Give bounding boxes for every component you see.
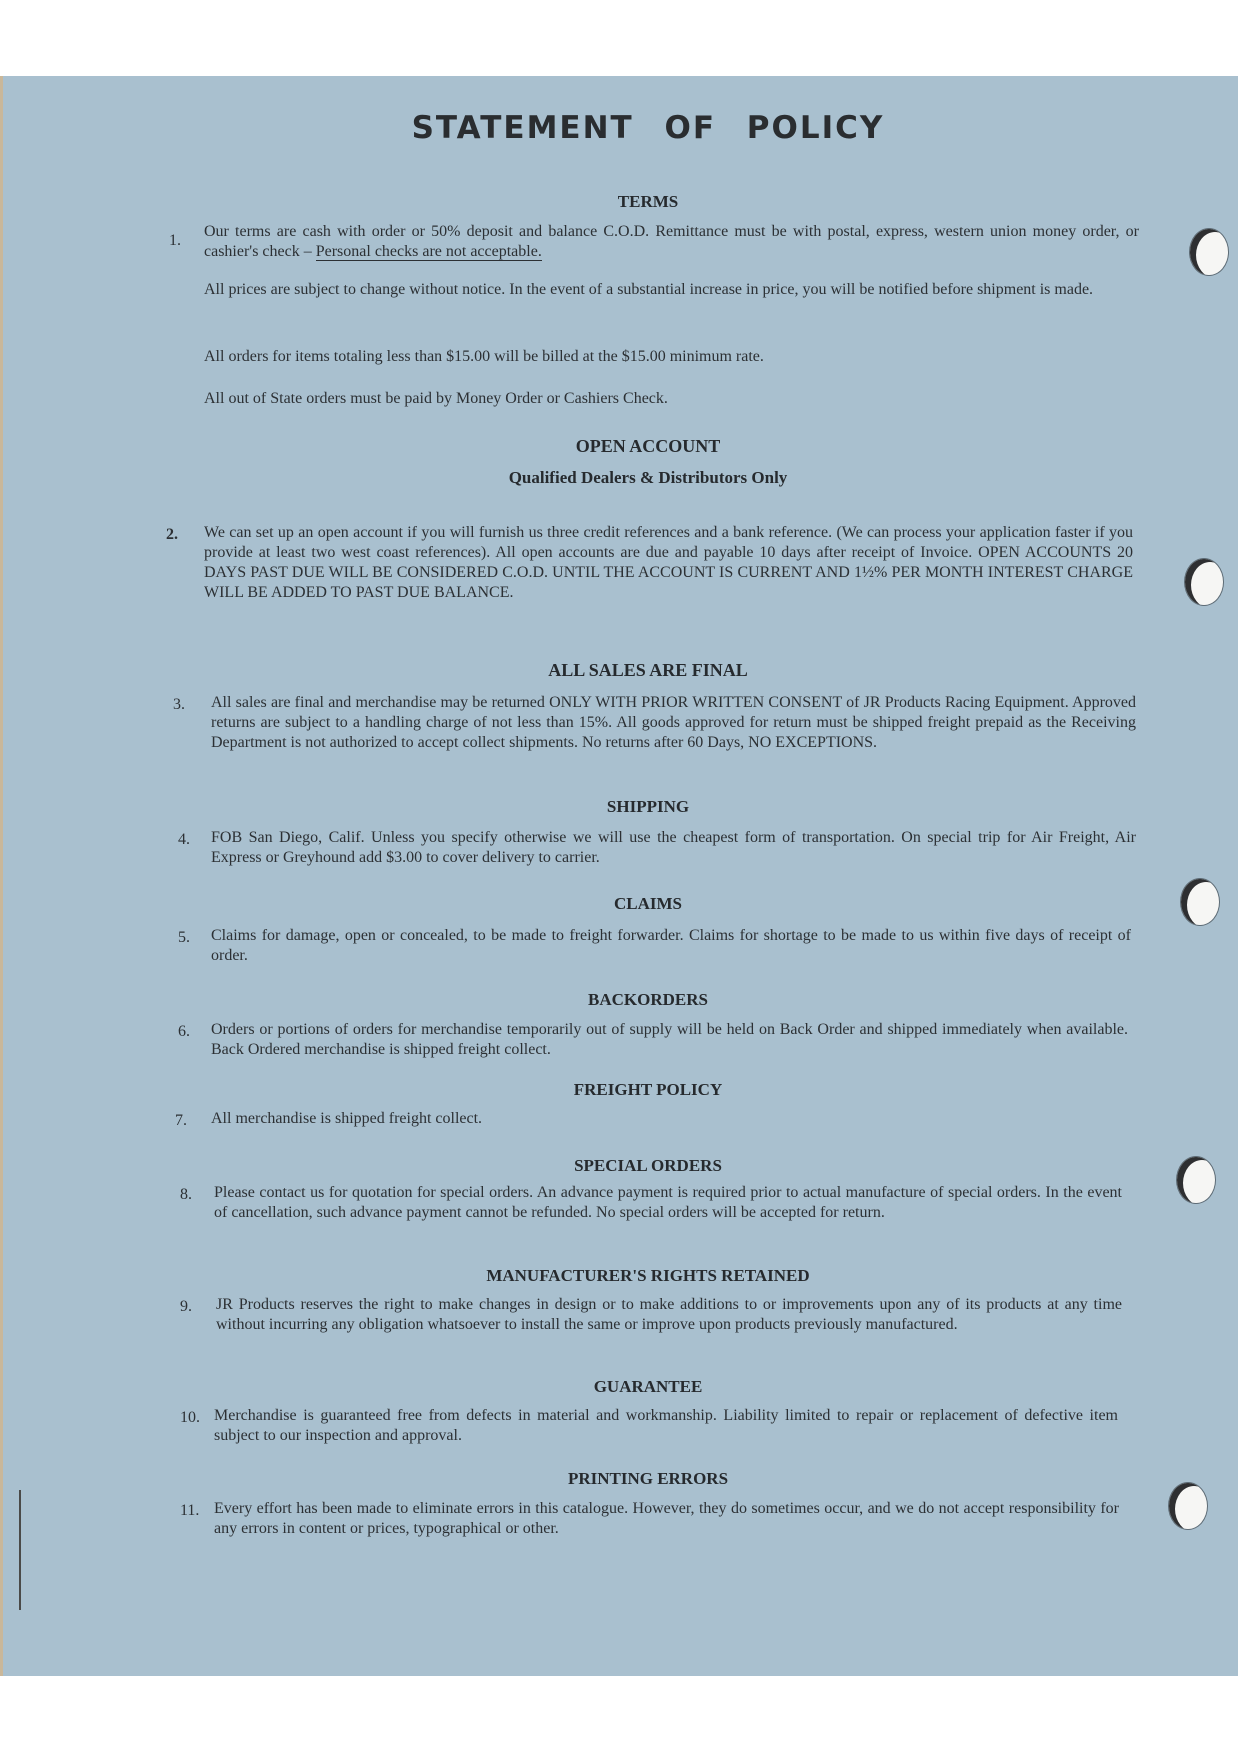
terms-underlined-note: Personal checks are not acceptable.	[315, 243, 542, 260]
rights-heading: MANUFACTURER'S RIGHTS RETAINED	[486, 1266, 810, 1285]
open-account-subheading: Qualified Dealers & Distributors Only	[508, 468, 788, 487]
binder-hole	[1190, 229, 1228, 275]
item-number: 10.	[180, 1409, 200, 1426]
terms-out-of-state-text: All out of State orders must be paid by Money Order or Cashiers Check.	[204, 390, 668, 407]
open-account-heading: OPEN ACCOUNT	[575, 436, 721, 456]
policy-sheet	[0, 76, 1238, 1676]
item-number: 1.	[169, 232, 181, 249]
item-number: 4.	[178, 831, 190, 848]
shipping-heading: SHIPPING	[606, 797, 690, 816]
terms-prices-text: All prices are subject to change without notice. In the event of a substantial increase in price, you will be notified before shipment is made.	[204, 281, 1094, 298]
item-number: 6.	[178, 1023, 190, 1040]
special-orders-text: Please contact us for quotation for special orders. An advance payment is required prior to actual manufacture of special orders. In the event of cancellation, such advance payment cannot be refunded. No special orders will be accepted for return.	[214, 1184, 1122, 1221]
printing-errors-heading: PRINTING ERRORS	[567, 1469, 729, 1488]
backorders-text: Orders or portions of orders for merchandise temporarily out of supply will be held on Back Order and shipped immediately when available. Back Ordered merchandise is shipped freight collect.	[211, 1021, 1128, 1058]
item-number: 5.	[178, 929, 190, 946]
open-account-text: We can set up an open account if you will furnish us three credit references and a bank reference. (We can process your application faster if you provide at least two west coast references). All open accounts are due and payable 10 days after receipt of Invoice. OPEN ACCOUNTS 20 DAYS PAST DUE WILL BE CONSIDERED C.O.D. UNTIL THE ACCOUNT IS CURRENT AND 1½% PER MONTH INTEREST CHARGE WILL BE ADDED TO PAST DUE BALANCE.	[204, 524, 1133, 601]
item-number: 9.	[180, 1298, 192, 1315]
item-number: 8.	[180, 1186, 192, 1203]
backorders-heading: BACKORDERS	[588, 990, 708, 1009]
claims-text: Claims for damage, open or concealed, to be made to freight forwarder. Claims for shortage to be made to us within five days of receipt of order.	[211, 927, 1131, 964]
terms-text	[204, 222, 1139, 262]
terms-text-main: Our terms are cash with order or 50% deposit and balance C.O.D. Remittance must be with postal, express, western union money order, or cashier's check –	[204, 223, 1139, 260]
final-sales-heading: ALL SALES ARE FINAL	[548, 660, 748, 680]
item-number: 11.	[180, 1502, 200, 1519]
terms-heading: TERMS	[617, 192, 679, 211]
scan-edge-mark	[19, 1490, 21, 1610]
rights-text: JR Products reserves the right to make changes in design or to make additions to or improvements upon any of its products at any time without incurring any obligation whatsoever to install the same or improve upon products previously manufactured.	[216, 1296, 1122, 1333]
shipping-text: FOB San Diego, Calif. Unless you specify otherwise we will use the cheapest form of transportation. On special trip for Air Freight, Air Express or Greyhound add $3.00 to cover delivery to carrier.	[211, 829, 1136, 866]
binder-hole	[1185, 559, 1223, 605]
printing-errors-text: Every effort has been made to eliminate errors in this catalogue. However, they do sometimes occur, and we do not accept responsibility for any errors in content or prices, typographical or other.	[214, 1500, 1119, 1537]
freight-heading: FREIGHT POLICY	[573, 1080, 723, 1099]
guarantee-heading: GUARANTEE	[593, 1377, 703, 1396]
page-title: STATEMENT OF POLICY	[411, 110, 885, 146]
special-orders-heading: SPECIAL ORDERS	[574, 1156, 722, 1175]
item-number: 7.	[175, 1112, 187, 1129]
freight-text: All merchandise is shipped freight collect.	[211, 1110, 483, 1127]
item-number: 2.	[166, 526, 178, 543]
terms-minimum-text: All orders for items totaling less than $15.00 will be billed at the $15.00 minimum rate.	[204, 348, 764, 365]
final-sales-text: All sales are final and merchandise may be returned ONLY WITH PRIOR WRITTEN CONSENT of JR Products Racing Equipment. Approved returns are subject to a handling charge of not less than 15%. All goods approved for return must be shipped freight prepaid as the Receiving Department is not authorized to accept collect shipments. No returns after 60 Days, NO EXCEPTIONS.	[211, 694, 1136, 751]
binder-hole	[1169, 1483, 1207, 1529]
item-number: 3.	[173, 696, 185, 713]
claims-heading: CLAIMS	[613, 894, 682, 913]
guarantee-text: Merchandise is guaranteed free from defects in material and workmanship. Liability limited to repair or replacement of defective item subject to our inspection and approval.	[214, 1407, 1118, 1444]
